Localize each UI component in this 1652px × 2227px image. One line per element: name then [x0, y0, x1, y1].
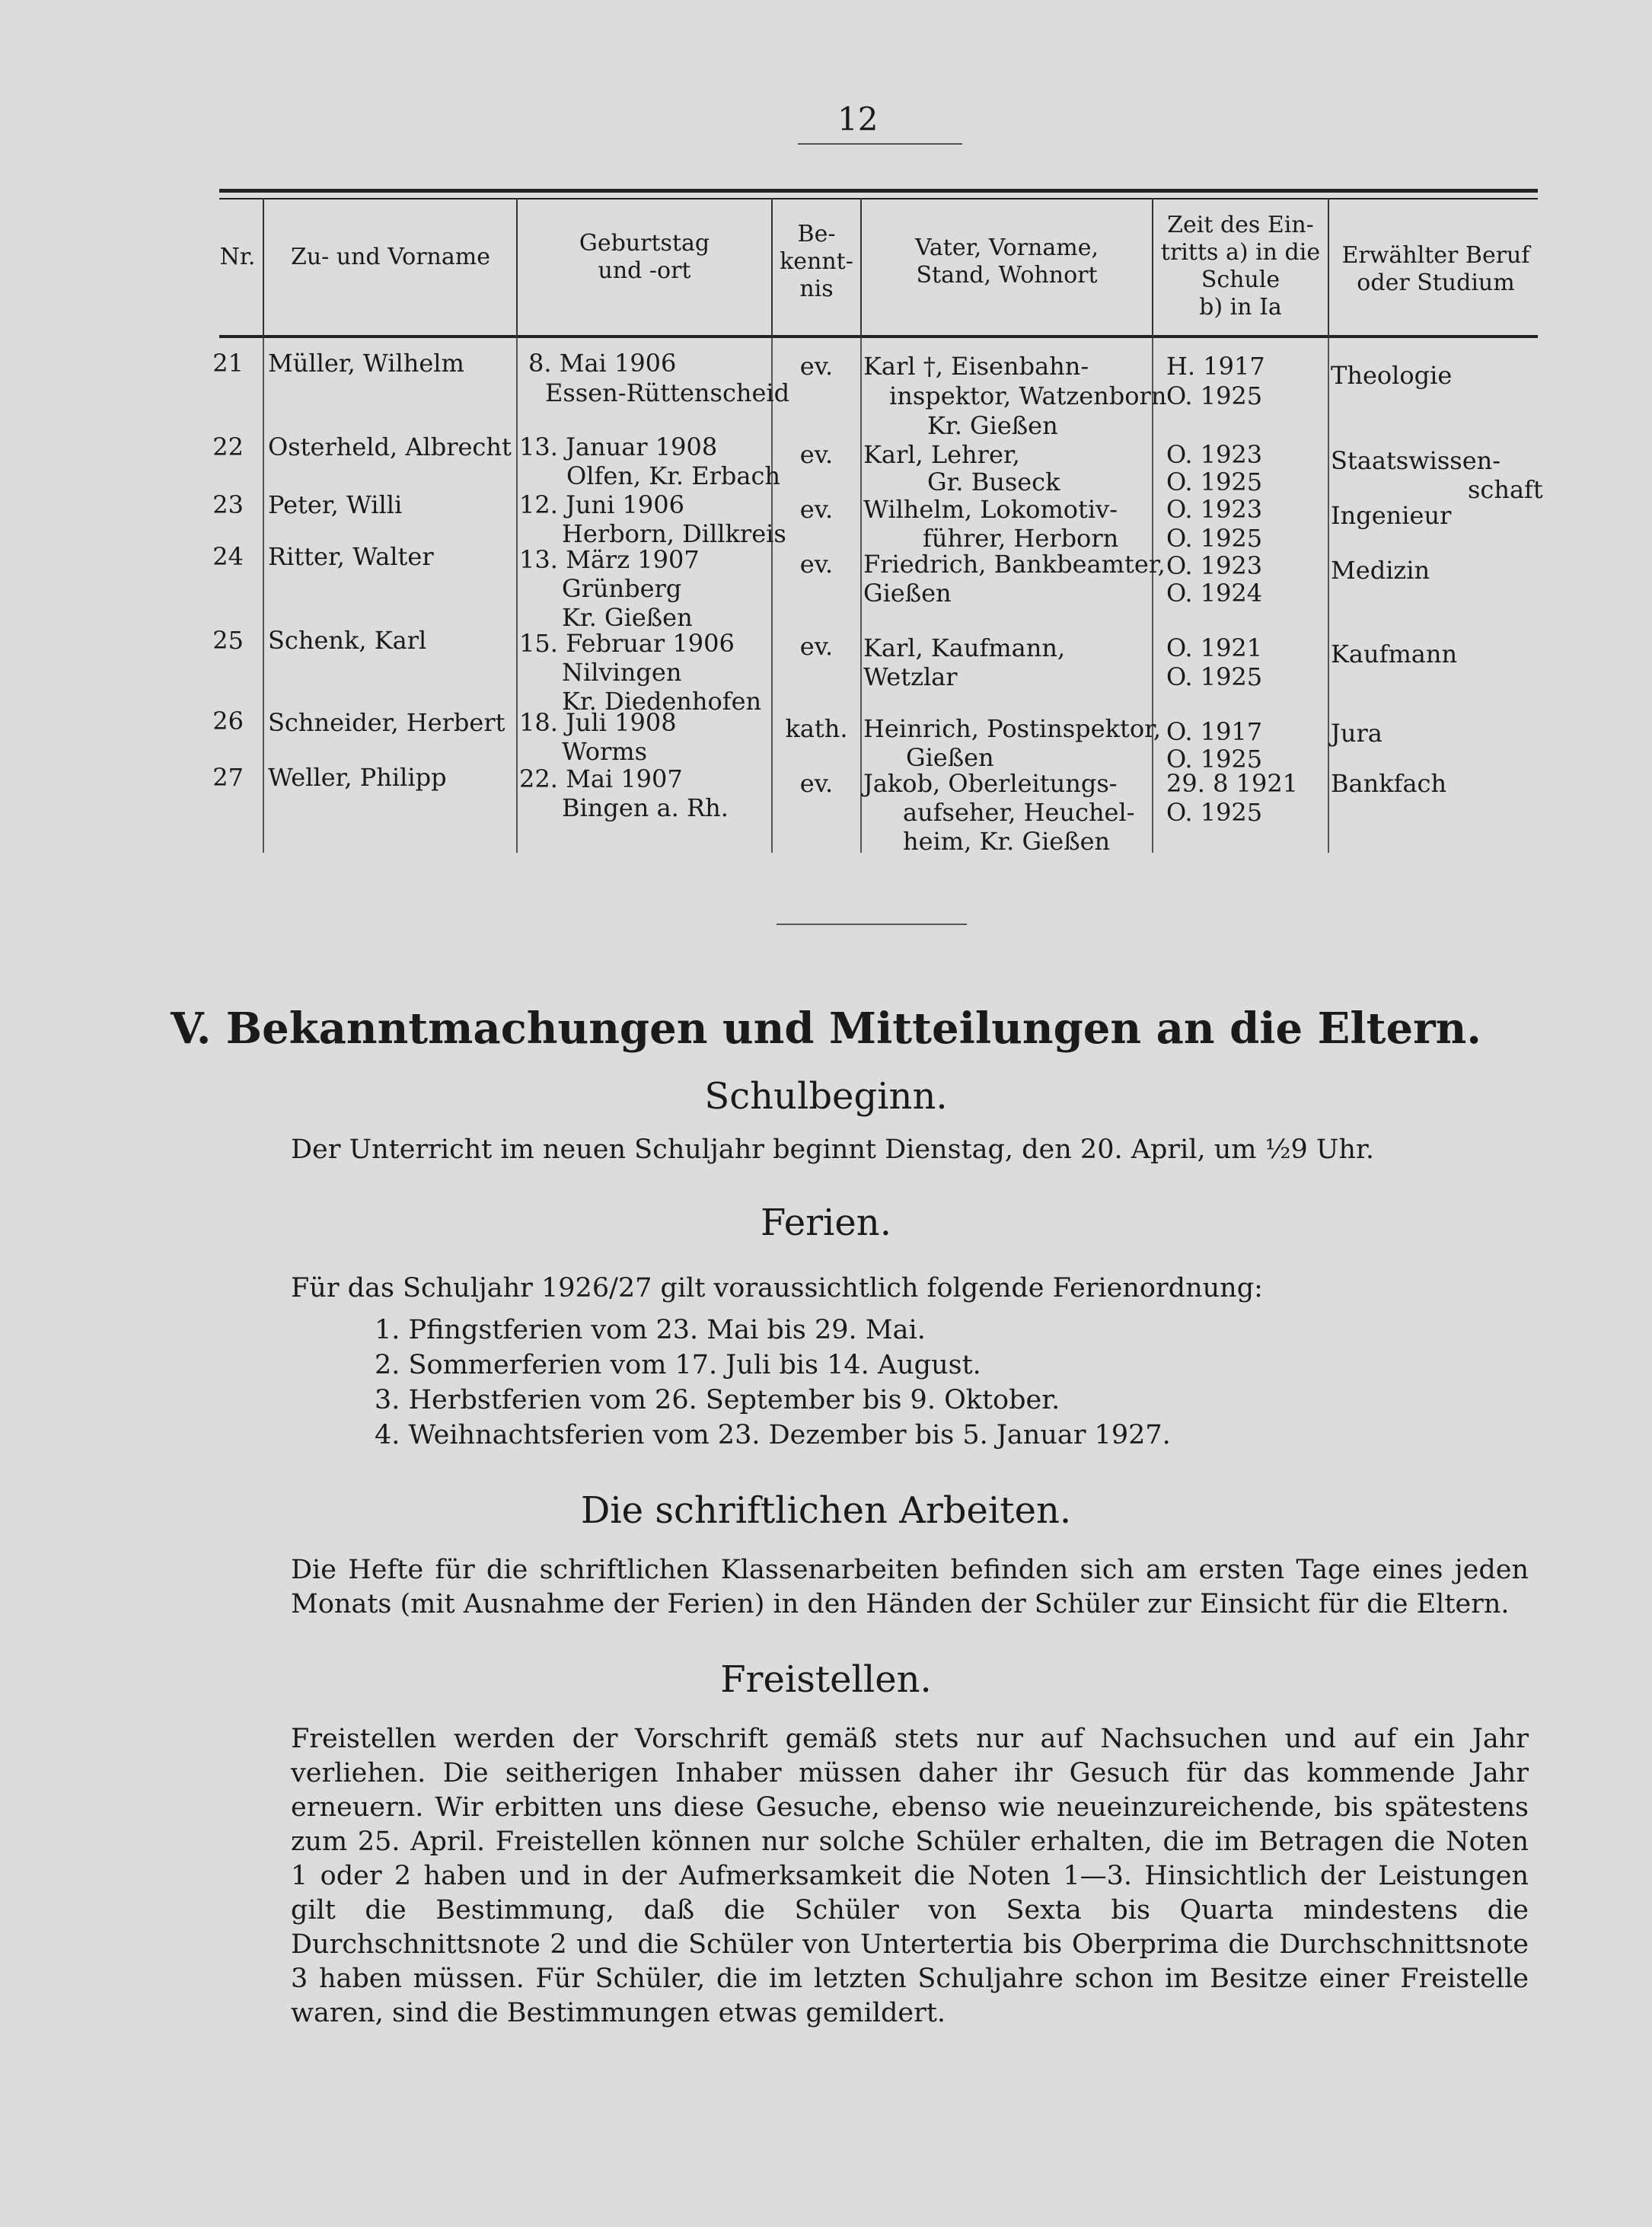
row-name: Weller, Philipp: [268, 763, 447, 792]
row-name: Schneider, Herbert: [268, 708, 505, 737]
column-divider: [860, 338, 862, 853]
arbeiten-text: Die Hefte für die schriftlichen Klassenarbeiten befinden sich am ersten Tage eines jeden Monats (mit Ausnahme der Ferien) in den Händen der Schüler zur Einsicht für die Eltern.: [291, 1555, 1529, 1619]
row-career: Ingenieur: [1331, 501, 1452, 530]
row-nr: 25: [212, 626, 244, 655]
row-father: Wilhelm, Lokomotiv-: [863, 495, 1118, 524]
row-father: führer, Herborn: [923, 524, 1119, 553]
row-entry: O. 1925: [1166, 662, 1263, 691]
row-father: Jakob, Oberleitungs-: [863, 769, 1118, 798]
row-birth: Kr. Diedenhofen: [562, 687, 762, 716]
row-entry: O. 1925: [1166, 381, 1263, 410]
row-birth: 22. Mai 1907: [519, 764, 683, 793]
row-confession: ev.: [799, 769, 834, 798]
header-father: Vater, Vorname, Stand, Wohnort: [915, 235, 1099, 289]
row-entry: O. 1925: [1166, 467, 1263, 496]
row-birth: Nilvingen: [562, 658, 682, 687]
row-birth: 13. März 1907: [519, 545, 700, 574]
header-confession: Be- kennt- nis: [780, 221, 853, 302]
row-father: Friedrich, Bankbeamter,: [863, 550, 1166, 579]
row-career: Bankfach: [1331, 769, 1447, 798]
freistellen-text: Freistellen werden der Vorschrift gemäß stets nur auf Nachsuchen und auf ein Jahr verliehen. Die seitherigen Inhaber müssen daher ihr Gesuch für das kommende Jahr erneuern. Wir erbitten uns diese Gesuche, ebenso wie neueinzureichende, bis spätestens zum 25. April. Freistellen können nur solche Schüler erhalten, die im Betragen die Noten 1 oder 2 haben und in der Aufmerksamkeit die Noten 1—3. Hinsichtlich der Leistungen gilt die Bestimmung, daß die Schüler von Sexta bis Quarta mindestens die Durchschnittsnote 2 und die Schüler von Untertertia bis Oberprima die Durchschnittsnote 3 haben müssen. Für Schüler, die im letzten Schuljahre schon im Besitze einer Freistelle waren, sind die Bestimmungen etwas gemildert.: [291, 1724, 1529, 2028]
row-birth: Grünberg: [562, 574, 682, 603]
row-entry: O. 1923: [1166, 551, 1263, 580]
row-entry: O. 1924: [1166, 579, 1263, 608]
header-name: Zu- und Vorname: [291, 244, 490, 270]
arbeiten-heading: Die schriftlichen Arbeiten.: [580, 1489, 1072, 1532]
ferien-list-item: 2. Sommerferien vom 17. Juli bis 14. August.: [375, 1350, 981, 1380]
ferien-heading: Ferien.: [761, 1201, 891, 1244]
row-name: Müller, Wilhelm: [268, 349, 464, 378]
row-birth: Worms: [562, 737, 648, 766]
header-entry: Zeit des Ein- tritts a) in die Schule b) in Ia: [1160, 212, 1321, 321]
column-divider: [516, 338, 518, 853]
row-birth: 15. Februar 1906: [519, 629, 735, 658]
row-father: aufseher, Heuchel-: [903, 798, 1135, 827]
table-header-rule: [219, 335, 1538, 338]
row-father: Heinrich, Postinspektor,: [863, 714, 1162, 743]
row-birth: Herborn, Dillkreis: [562, 519, 786, 548]
column-divider: [263, 338, 264, 853]
column-divider: [1152, 338, 1153, 853]
row-entry: O. 1925: [1166, 524, 1263, 553]
row-confession: ev.: [799, 440, 834, 469]
row-confession: kath.: [785, 714, 848, 743]
schulbeginn-heading: Schulbeginn.: [704, 1075, 948, 1118]
row-father: Karl, Kaufmann,: [863, 633, 1066, 662]
row-father: Wetzlar: [863, 662, 958, 691]
row-nr: 23: [212, 490, 244, 519]
row-birth: Kr. Gießen: [562, 603, 693, 632]
row-career: Theologie: [1331, 361, 1453, 390]
row-career: Kaufmann: [1331, 640, 1458, 668]
row-confession: ev.: [799, 550, 834, 579]
row-entry: 29. 8 1921: [1166, 769, 1299, 798]
row-father: Karl †, Eisenbahn-: [863, 352, 1089, 381]
row-birth: Essen-Rüttenscheid: [545, 378, 790, 407]
page-number-rule: [798, 143, 962, 145]
table-top-rule: [219, 189, 1538, 193]
row-nr: 24: [212, 542, 244, 571]
row-birth: 12. Juni 1906: [519, 490, 684, 519]
header-career: Erwählter Beruf oder Studium: [1341, 242, 1530, 296]
row-confession: ev.: [799, 495, 834, 524]
ferien-intro: Für das Schuljahr 1926/27 gilt voraussichtlich folgende Ferienordnung:: [291, 1273, 1263, 1303]
header-nr: Nr.: [219, 244, 256, 270]
row-nr: 21: [212, 349, 244, 378]
row-father: Kr. Gießen: [927, 411, 1058, 440]
row-career: Staatswissen-: [1331, 446, 1501, 475]
row-name: Peter, Willi: [268, 490, 403, 519]
row-birth: Bingen a. Rh.: [562, 793, 729, 822]
row-father: heim, Kr. Gießen: [903, 827, 1111, 856]
row-confession: ev.: [799, 632, 834, 661]
row-father: Gr. Buseck: [927, 467, 1060, 496]
row-entry: O. 1923: [1166, 440, 1263, 469]
row-name: Osterheld, Albrecht: [268, 432, 512, 461]
row-entry: O. 1921: [1166, 633, 1263, 662]
row-birth: 18. Juli 1908: [519, 708, 677, 737]
row-nr: 22: [212, 432, 244, 461]
row-confession: ev.: [799, 352, 834, 381]
header-birth: Geburtstag und -ort: [579, 230, 710, 284]
row-entry: O. 1923: [1166, 495, 1263, 524]
ferien-list-item: 1. Pfingstferien vom 23. Mai bis 29. Mai.: [375, 1315, 926, 1345]
ferien-list-item: 4. Weihnachtsferien vom 23. Dezember bis 5. Januar 1927.: [375, 1420, 1171, 1450]
row-father: Gießen: [906, 743, 994, 772]
table-end-rule: [777, 924, 967, 925]
row-entry: O. 1917: [1166, 717, 1263, 746]
row-name: Schenk, Karl: [268, 626, 427, 655]
row-nr: 26: [212, 707, 244, 735]
row-father: inspektor, Watzenborn: [889, 381, 1167, 410]
row-entry: H. 1917: [1166, 352, 1265, 381]
column-divider: [1328, 338, 1329, 853]
table-top-rule-thin: [219, 198, 1538, 199]
row-birth: 13. Januar 1908: [519, 432, 718, 461]
row-birth: 8. Mai 1906: [528, 349, 677, 378]
freistellen-heading: Freistellen.: [720, 1658, 932, 1701]
row-father: Karl, Lehrer,: [863, 440, 1020, 469]
page-number: 12: [837, 101, 879, 138]
row-career: schaft: [1468, 475, 1543, 504]
row-name: Ritter, Walter: [268, 542, 434, 571]
row-career: Medizin: [1331, 556, 1430, 585]
row-birth: Olfen, Kr. Erbach: [566, 461, 780, 490]
column-divider: [263, 198, 264, 338]
row-entry: O. 1925: [1166, 798, 1263, 827]
row-father: Gießen: [863, 579, 952, 608]
row-entry: O. 1925: [1166, 745, 1263, 774]
row-nr: 27: [212, 763, 244, 792]
schulbeginn-text: Der Unterricht im neuen Schuljahr beginnt Dienstag, den 20. April, um ½9 Uhr.: [291, 1134, 1374, 1165]
ferien-list-item: 3. Herbstferien vom 26. September bis 9. Oktober.: [375, 1385, 1060, 1415]
section-title: V. Bekanntmachungen und Mitteilungen an die Eltern.: [171, 1003, 1481, 1054]
row-career: Jura: [1331, 719, 1383, 748]
